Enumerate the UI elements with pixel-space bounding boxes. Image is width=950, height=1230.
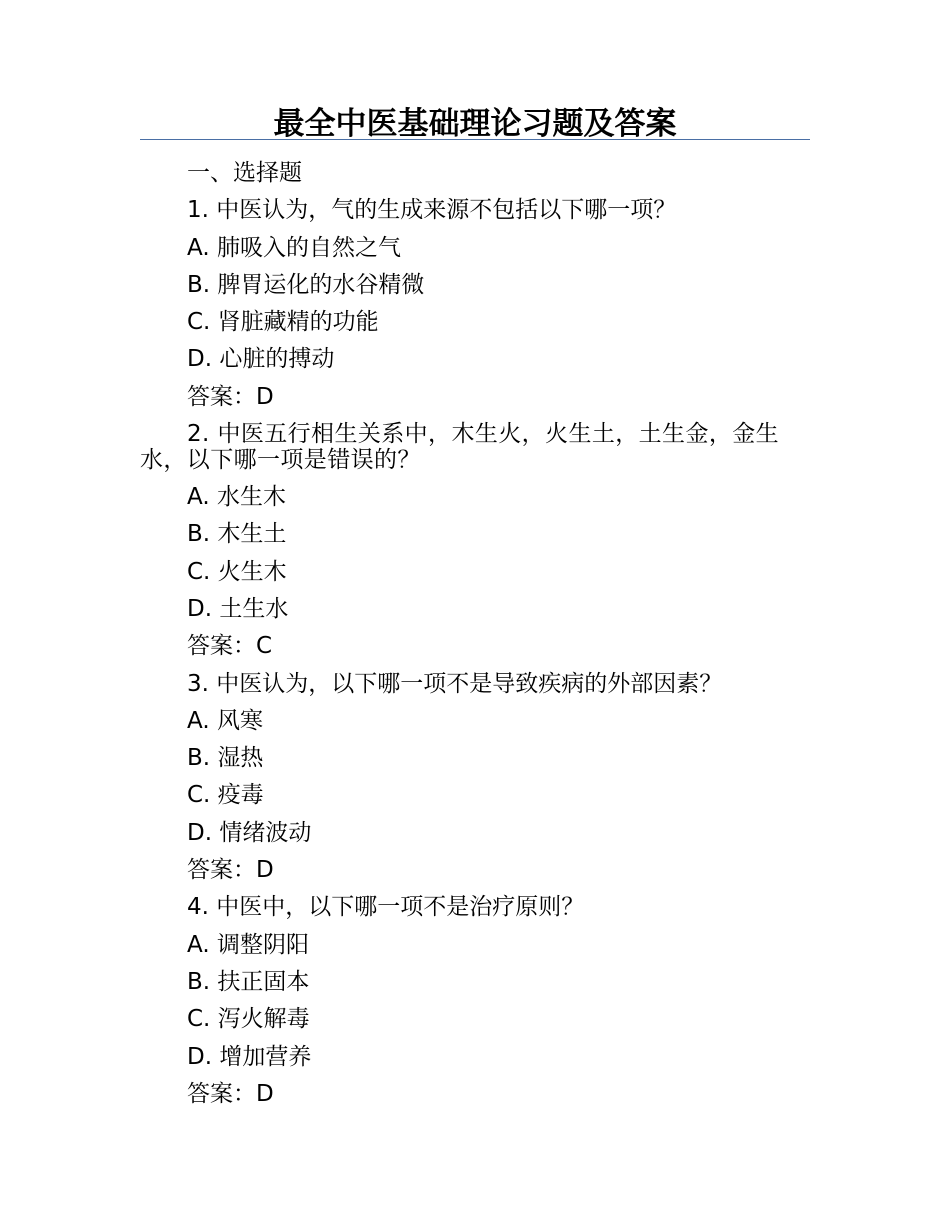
option-d: D. 心脏的搏动 [187, 346, 335, 373]
answer-line: 答案：D [187, 383, 274, 410]
option-c: C. 疫毒 [187, 782, 264, 809]
answer-line: 答案：D [187, 1080, 274, 1107]
question-stem: 2. 中医五行相生关系中，木生火，火生土，土生金，金生水，以下哪一项是错误的？ [140, 421, 780, 474]
option-d: D. 情绪波动 [187, 819, 312, 846]
option-b: B. 脾胃运化的水谷精微 [187, 271, 425, 298]
option-a: A. 风寒 [187, 707, 263, 734]
answer-line: 答案：C [187, 633, 273, 660]
option-a: A. 肺吸入的自然之气 [187, 234, 401, 261]
option-b: B. 木生土 [187, 521, 287, 548]
question-block-3 [140, 666, 810, 890]
option-a: A. 水生木 [187, 484, 286, 511]
answer-line: 答案：D [187, 857, 274, 884]
document-title: 最全中医基础理论习题及答案 [273, 106, 677, 142]
question-stem: 4. 中医中，以下哪一项不是治疗原则？ [187, 894, 585, 921]
section-heading: 一、选择题 [187, 160, 302, 186]
question-block-1 [140, 192, 810, 416]
option-d: D. 土生水 [187, 595, 289, 622]
title-underline [140, 139, 810, 140]
option-c: C. 泻火解毒 [187, 1006, 310, 1033]
question-block-4 [140, 889, 810, 1113]
question-stem: 1. 中医认为，气的生成来源不包括以下哪一项？ [187, 197, 677, 224]
option-a: A. 调整阴阳 [187, 931, 309, 958]
option-d: D. 增加营养 [187, 1043, 312, 1070]
option-c: C. 火生木 [187, 558, 287, 585]
question-block-2 [140, 421, 810, 665]
question-stem: 3. 中医认为，以下哪一项不是导致疾病的外部因素？ [187, 670, 723, 697]
option-b: B. 扶正固本 [187, 968, 310, 995]
document-body [140, 155, 810, 1113]
option-c: C. 肾脏藏精的功能 [187, 309, 379, 336]
option-b: B. 湿热 [187, 745, 264, 772]
